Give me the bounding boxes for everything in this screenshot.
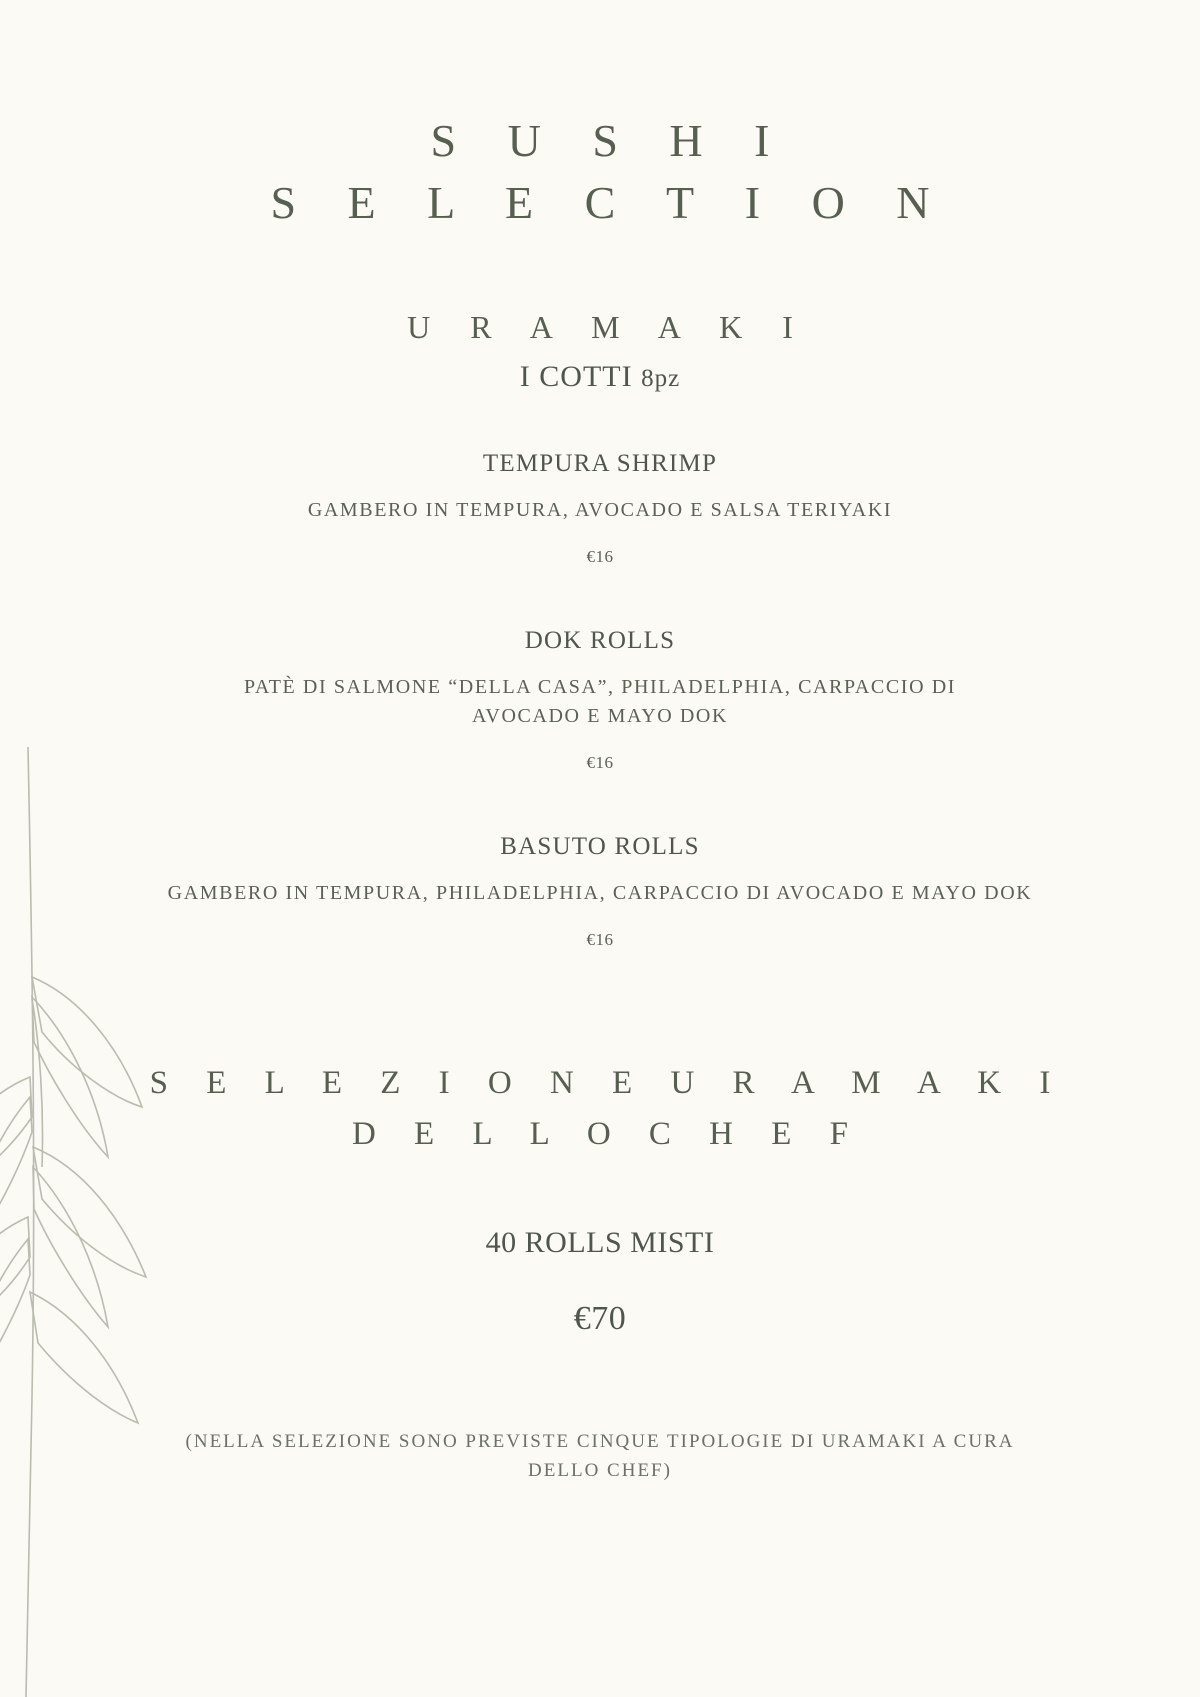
section-subtitle-text: I COTTI xyxy=(519,360,642,394)
chef-selection-title-line-2: D E L L O C H E F xyxy=(351,1116,864,1153)
section-title-uramaki: U R A M A K I xyxy=(407,309,809,346)
menu-item-description: GAMBERO IN TEMPURA, AVOCADO E SALSA TERIYAKI xyxy=(307,499,893,522)
menu-item xyxy=(90,450,1110,567)
menu-item xyxy=(90,627,1110,773)
menu-item-price: €16 xyxy=(586,930,614,950)
menu-item-name: DOK ROLLS xyxy=(524,627,676,655)
menu-item-name: TEMPURA SHRIMP xyxy=(482,450,718,478)
section-subtitle xyxy=(90,360,1110,394)
menu-item-description: PATÈ DI SALMONE “DELLA CASA”, PHILADELPHIA, CARPACCIO DI AVOCADO E MAYO DOK xyxy=(243,676,957,728)
chef-selection-quantity: 40 ROLLS MISTI xyxy=(485,1226,715,1260)
menu-item-description: GAMBERO IN TEMPURA, PHILADELPHIA, CARPACCIO DI AVOCADO E MAYO DOK xyxy=(167,882,1033,905)
chef-selection-block xyxy=(90,1058,1110,1485)
page-title-line-1: S U S H I xyxy=(430,115,790,166)
menu-item xyxy=(90,833,1110,950)
menu-item-price: €16 xyxy=(586,547,614,567)
chef-selection-title-line-1: S E L E Z I O N E U R A M A K I xyxy=(149,1065,1066,1102)
menu-item-price: €16 xyxy=(586,753,614,773)
chef-selection-price: €70 xyxy=(573,1300,627,1338)
section-subtitle-pieces: 8pz xyxy=(641,365,681,393)
menu-items-list xyxy=(90,450,1110,950)
chef-selection-note: (NELLA SELEZIONE SONO PREVISTE CINQUE TIPOLOGIE DI URAMAKI A CURA DELLO CHEF) xyxy=(185,1431,1015,1481)
page-title-line-2: S E L E C T I O N xyxy=(270,177,950,229)
menu-item-name: BASUTO ROLLS xyxy=(500,833,700,861)
